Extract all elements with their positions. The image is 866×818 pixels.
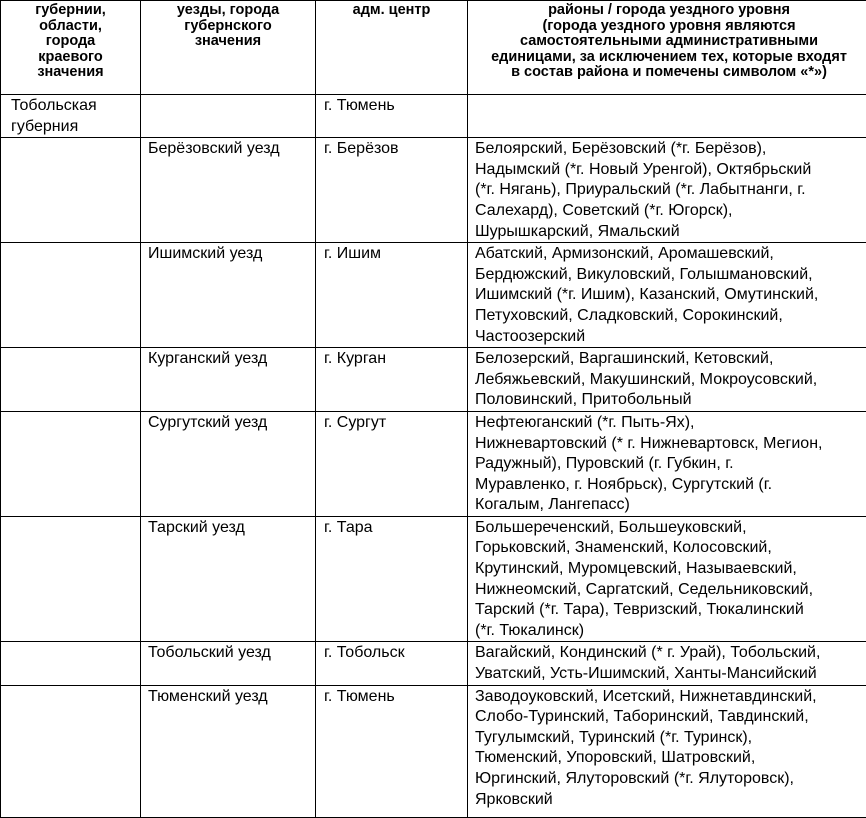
districts-line: Нефтеюганский (*г. Пыть-Ях), <box>475 413 866 434</box>
districts-line: Ярковский <box>475 790 866 811</box>
header-center <box>316 1 468 95</box>
center-name: г. Тобольск <box>324 644 405 661</box>
uezd-name: Тобольский уезд <box>148 644 271 661</box>
center-name: г. Курган <box>324 350 386 367</box>
region-cell <box>1 642 141 685</box>
districts-line: Когалым, Лангепасс) <box>475 495 866 516</box>
districts-cell <box>468 95 866 138</box>
districts-line: Лебяжьевский, Макушинский, Мокроусовский, <box>475 370 866 391</box>
region-cell <box>1 95 141 138</box>
header-districts-line: (города уездного уровня являются <box>470 19 866 35</box>
center-name: г. Тюмень <box>324 97 395 114</box>
header-region <box>1 1 141 95</box>
region-cell <box>1 411 141 516</box>
table-row <box>1 138 866 243</box>
uezd-cell <box>141 348 316 412</box>
uezd-name: Тюменский уезд <box>148 688 268 705</box>
table-row <box>1 411 866 516</box>
table-row <box>1 516 866 642</box>
districts-line: Большереченский, Большеуковский, <box>475 518 866 539</box>
center-cell <box>316 642 468 685</box>
uezd-cell <box>141 243 316 348</box>
districts-line: Юргинский, Ялуторовский (*г. Ялуторовск), <box>475 769 866 790</box>
uezd-name: Ишимский уезд <box>148 245 262 262</box>
table-row <box>1 685 866 817</box>
districts-line: Петуховский, Сладковский, Сорокинский, <box>475 306 866 327</box>
districts-line: Половинский, Притобольный <box>475 390 866 411</box>
center-name: г. Ишим <box>324 245 381 262</box>
districts-cell <box>468 516 866 642</box>
uezd-cell <box>141 516 316 642</box>
uezd-name: Сургутский уезд <box>148 414 267 431</box>
table-row <box>1 95 866 138</box>
uezd-cell <box>141 642 316 685</box>
header-region-line: области, <box>3 19 138 35</box>
districts-line: Нижневартовский (* г. Нижневартовск, Мегион, <box>475 434 866 455</box>
region-cell <box>1 138 141 243</box>
header-region-line: значения <box>3 65 138 81</box>
header-row <box>1 1 866 95</box>
districts-line: Уватский, Усть-Ишимский, Ханты-Мансийский <box>475 664 866 685</box>
table-row <box>1 348 866 412</box>
header-districts-line: в состав района и помечены символом «*») <box>470 65 866 81</box>
region-cell <box>1 243 141 348</box>
center-cell <box>316 348 468 412</box>
districts-line: Белозерский, Варгашинский, Кетовский, <box>475 349 866 370</box>
uezd-cell <box>141 411 316 516</box>
table-row <box>1 642 866 685</box>
region-line: губерния <box>11 117 136 138</box>
region-cell <box>1 348 141 412</box>
center-cell <box>316 411 468 516</box>
center-name: г. Тара <box>324 519 373 536</box>
header-uezd <box>141 1 316 95</box>
districts-line: Белоярский, Берёзовский (*г. Берёзов), <box>475 139 866 160</box>
header-center-line: адм. центр <box>318 3 465 19</box>
center-cell <box>316 95 468 138</box>
districts-line: Тугулымский, Туринский (*г. Туринск), <box>475 728 866 749</box>
districts-line: Частоозерский <box>475 327 866 348</box>
districts-line: (*г. Нягань), Приуральский (*г. Лабытнанги, г. <box>475 180 866 201</box>
uezd-cell <box>141 95 316 138</box>
districts-cell <box>468 138 866 243</box>
districts-line: (*г. Тюкалинск) <box>475 621 866 642</box>
districts-line: Муравленко, г. Ноябрьск), Сургутский (г. <box>475 475 866 496</box>
districts-cell <box>468 411 866 516</box>
uezd-cell <box>141 685 316 817</box>
center-cell <box>316 685 468 817</box>
header-districts-line: районы / города уездного уровня <box>470 3 866 19</box>
center-name: г. Сургут <box>324 414 386 431</box>
districts-line: Нижнеомский, Саргатский, Седельниковский, <box>475 580 866 601</box>
header-districts-line: самостоятельными административными <box>470 34 866 50</box>
region-cell <box>1 685 141 817</box>
uezd-name: Тарский уезд <box>148 519 245 536</box>
header-region-line: краевого <box>3 50 138 66</box>
region-line: Тобольская <box>11 96 136 117</box>
districts-line: Шурышкарский, Ямальский <box>475 222 866 243</box>
districts-line: Вагайский, Кондинский (* г. Урай), Тобольский, <box>475 643 866 664</box>
districts-line: Абатский, Армизонский, Аромашевский, <box>475 244 866 265</box>
header-uezd-line: значения <box>143 34 313 50</box>
districts-line: Заводоуковский, Исетский, Нижнетавдинский, <box>475 687 866 708</box>
districts-cell <box>468 243 866 348</box>
center-name: г. Тюмень <box>324 688 395 705</box>
districts-line: Тарский (*г. Тара), Тевризский, Тюкалинский <box>475 600 866 621</box>
table-row <box>1 243 866 348</box>
uezd-name: Курганский уезд <box>148 350 267 367</box>
uezd-name: Берёзовский уезд <box>148 140 280 157</box>
region-cell <box>1 516 141 642</box>
header-region-line: губернии, <box>3 3 138 19</box>
header-districts-line: единицами, за исключением тех, которые входят <box>470 50 866 66</box>
districts-line: Крутинский, Муромцевский, Называевский, <box>475 559 866 580</box>
uezd-cell <box>141 138 316 243</box>
districts-line: Надымский (*г. Новый Уренгой), Октябрьский <box>475 160 866 181</box>
districts-line: Тюменский, Упоровский, Шатровский, <box>475 748 866 769</box>
header-districts <box>468 1 866 95</box>
center-cell <box>316 243 468 348</box>
districts-line: Слобо-Туринский, Таборинский, Тавдинский, <box>475 707 866 728</box>
districts-cell <box>468 685 866 817</box>
districts-line: Салехард), Советский (*г. Югорск), <box>475 201 866 222</box>
districts-line: Радужный), Пуровский (г. Губкин, г. <box>475 454 866 475</box>
districts-line: Горьковский, Знаменский, Колосовский, <box>475 538 866 559</box>
districts-cell <box>468 348 866 412</box>
header-uezd-line: уезды, города <box>143 3 313 19</box>
districts-line: Бердюжский, Викуловский, Голышмановский, <box>475 265 866 286</box>
center-cell <box>316 516 468 642</box>
header-uezd-line: губернского <box>143 19 313 35</box>
districts-line: Ишимский (*г. Ишим), Казанский, Омутинский, <box>475 285 866 306</box>
center-cell <box>316 138 468 243</box>
header-region-line: города <box>3 34 138 50</box>
center-name: г. Берёзов <box>324 140 399 157</box>
districts-cell <box>468 642 866 685</box>
